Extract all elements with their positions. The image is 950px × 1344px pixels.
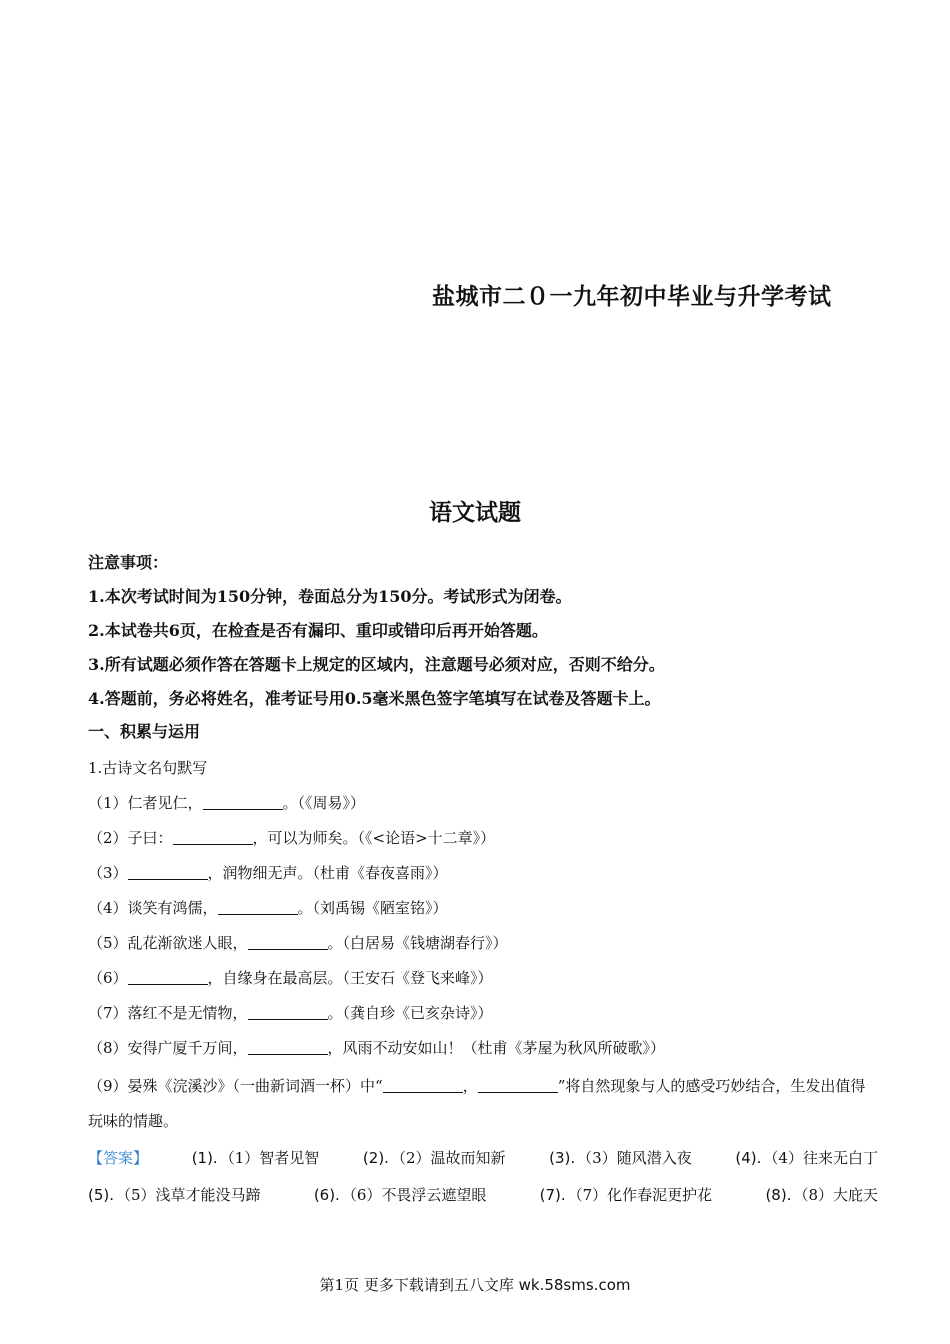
exam-title: 盐城市二０一九年初中毕业与升学考试 (432, 283, 832, 310)
item-prefix: （8）安得广厦千万间， (88, 1039, 248, 1057)
answer-text: （5）浅草才能没马蹄 (116, 1186, 261, 1204)
notice-block (88, 546, 878, 716)
answer-number: (7). (539, 1186, 566, 1204)
item-suffix: 。（龚自珍《已亥杂诗》） (327, 1004, 493, 1022)
item-prefix: （2）子曰： (88, 829, 173, 847)
fill-blank (173, 826, 253, 845)
answer-row (88, 1177, 878, 1214)
subject-title: 语文试题 (429, 499, 521, 526)
item-prefix: （1）仁者见仁， (88, 794, 203, 812)
answer-number: (6). (313, 1186, 340, 1204)
fill-blank (383, 1074, 463, 1093)
answer-number: (3). (549, 1149, 576, 1167)
item-prefix: （3） (88, 864, 128, 882)
question-item (88, 894, 878, 929)
question-item (88, 999, 878, 1034)
item-suffix: ，自缘身在最高层。（王安石《登飞来峰》） (207, 969, 493, 987)
answer-item (363, 1140, 506, 1177)
fill-blank (478, 1074, 558, 1093)
section-heading: 一、积累与运用 (88, 722, 201, 741)
page-footer (0, 1274, 950, 1295)
fill-blank (248, 1036, 328, 1055)
footer-text: 第1页 更多下载请到五八文库 (319, 1276, 514, 1294)
footer-link[interactable]: wk.58sms.com (518, 1276, 631, 1294)
notice-item: 1.本次考试时间为150分钟，卷面总分为150分。考试形式为闭卷。 (88, 587, 572, 606)
notice-heading: 注意事项： (88, 553, 169, 572)
question-item (88, 789, 878, 824)
item-suffix: ，可以为师矣。（《<论语>十二章》） (252, 829, 496, 847)
fill-blank (248, 931, 328, 950)
answer-text: （6）不畏浮云遮望眼 (341, 1186, 487, 1204)
item-suffix: 。（白居易《钱塘湖春行》） (327, 934, 508, 952)
question-title: 1.古诗文名句默写 (88, 759, 208, 777)
notice-item: 3.所有试题必须作答在答题卡上规定的区域内，注意题号必须对应，否则不给分。 (88, 655, 665, 674)
answer-number: (2). (362, 1149, 389, 1167)
question-item (88, 1034, 878, 1069)
item-prefix: （6） (88, 969, 128, 987)
answer-text: （4）往来无白丁 (763, 1149, 878, 1167)
item-prefix: （9）晏殊《浣溪沙》（一曲新词酒一杯）中“ (88, 1077, 383, 1095)
answer-tag: 【答案】 (88, 1149, 149, 1167)
answer-item (735, 1140, 878, 1177)
item-suffix: ，风雨不动安如山！（杜甫《茅屋为秋风所破歌》） (327, 1039, 666, 1057)
item-suffix: ，润物细无声。（杜甫《春夜喜雨》） (207, 864, 448, 882)
answer-item (765, 1177, 878, 1214)
answer-item (314, 1177, 487, 1214)
question-item (88, 964, 878, 999)
item-suffix: 。（《周易》） (282, 794, 366, 812)
item-suffix: 。（刘禹锡《陋室铭》） (297, 899, 448, 917)
answer-text: （3）随风潜入夜 (577, 1149, 692, 1167)
question-item (88, 929, 878, 964)
item-prefix: （7）落红不是无情物， (88, 1004, 248, 1022)
answer-number: (5). (88, 1186, 115, 1204)
fill-blank (128, 861, 208, 880)
answer-item (549, 1140, 692, 1177)
fill-blank (248, 1001, 328, 1020)
fill-blank (203, 791, 283, 810)
answer-text: （7）化作春泥更护花 (567, 1186, 713, 1204)
answer-item (192, 1140, 320, 1177)
question-item (88, 859, 878, 894)
item-separator: ， (462, 1077, 478, 1095)
answer-item (540, 1177, 713, 1214)
item-prefix: （4）谈笑有鸿儒， (88, 899, 218, 917)
answer-text: （2）温故而知新 (390, 1149, 506, 1167)
notice-item: 2.本试卷共6页，在检查是否有漏印、重印或错印后再开始答题。 (88, 621, 548, 640)
answer-number: (1). (191, 1149, 218, 1167)
answer-number: (4). (735, 1149, 762, 1167)
question-item-9 (88, 1069, 878, 1139)
answer-item (88, 1177, 261, 1214)
notice-item: 4.答题前，务必将姓名，准考证号用0.5毫米黑色签字笔填写在试卷及答题卡上。 (88, 689, 661, 708)
answer-text: （8）大庇天 (793, 1186, 878, 1204)
answer-block (88, 1140, 878, 1214)
answer-row (88, 1140, 878, 1177)
item-prefix: （5）乱花渐欲迷人眼， (88, 934, 248, 952)
fill-blank (128, 966, 208, 985)
answer-text: （1）智者见智 (219, 1149, 320, 1167)
item-suffix: ”将自然现象与人的感受巧妙结合，生发出值得玩味的情趣。 (88, 1077, 866, 1130)
fill-blank (218, 896, 298, 915)
question-item (88, 824, 878, 859)
question-items (88, 789, 878, 1139)
answer-number: (8). (765, 1186, 792, 1204)
